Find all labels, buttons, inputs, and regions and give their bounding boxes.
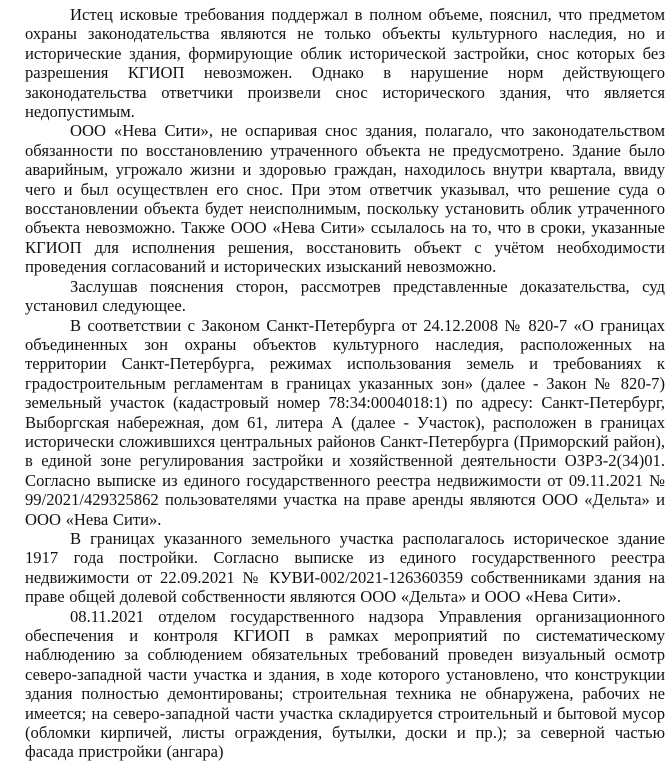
document-page <box>25 5 665 762</box>
paragraph-plaintiff-position: Истец исковые требования поддержал в полном объеме, пояснил, что предметом охраны законодательства являются не только объекты культурного наследия, но и исторические здания, формирующие облик исторической застройки, снос которых без разрешения КГИОП невозможен. Однако в нарушение норм действующего законодательства ответчики произвели снос исторического здания, что является недопустимым. <box>25 5 665 122</box>
paragraph-court-findings-intro: Заслушав пояснения сторон, рассмотрев представленные доказательства, суд установил следующее. <box>25 276 665 316</box>
paragraph-land-plot: В соответствии с Законом Санкт-Петербурга от 24.12.2008 № 820-7 «О границах объединенных зон охраны объектов культурного наследия, расположенных на территории Санкт-Петербурга, режимах использования земель и требованиях к градостроительным регламентам в границах указанных зон» (далее - Закон № 820-7) земельный участок (кадастровый номер 78:34:0004018:1) по адресу: Санкт-Петербург, Выборгская набережная, дом 61, литера А (далее - Участок), расположен в границах исторически сложившихся центральных районов Санкт-Петербурга (Приморский район), в единой зоне регулирования застройки и хозяйственной деятельности ОЗРЗ-2(34)01. Согласно выписке из единого государственного реестра недвижимости от 09.11.2021 № 99/2021/429325862 пользователями участка на праве аренды являются ООО «Дельта» и ООО «Нева Сити». <box>25 315 665 529</box>
paragraph-historic-building: В границах указанного земельного участка располагалось историческое здание 1917 года постройки. Согласно выписке из единого государственного реестра недвижимости от 22.09.2021 № КУВИ-002/2021-126360359 собственниками здания на праве общей долевой собственности являются ООО «Дельта» и ООО «Нева Сити». <box>25 528 665 607</box>
paragraph-defendant-position: ООО «Нева Сити», не оспаривая снос здания, полагало, что законодательством обязанности по восстановлению утраченного объекта не предусмотрено. Здание было аварийным, угрожало жизни и здоровью граждан, находилось внутри квартала, ввиду чего и был осуществлен его снос. При этом ответчик указывал, что решение суда о восстановлении объекта будет неисполнимым, поскольку установить облик утраченного объекта невозможно. Также ООО «Нева Сити» ссылалось на то, что в сроки, указанные КГИОП для исполнения решения, восстановить объект с учётом необходимости проведения согласований и исторических изысканий невозможно. <box>25 121 665 277</box>
paragraph-inspection: 08.11.2021 отделом государственного надзора Управления организационного обеспечения и контроля КГИОП в рамках мероприятий по систематическому наблюдению за соблюдением обязательных требований проведен визуальный осмотр северо-западной части участка и здания, в ходе которого установлено, что конструкции здания полностью демонтированы; строительная техника не обнаружена, рабочих не имеется; на северо-западной части участка складируется строительный и бытовой мусор (обломки кирпичей, листы ограждения, бутылки, доски и пр.); за северной частью фасада пристройки (ангара) <box>25 606 665 762</box>
